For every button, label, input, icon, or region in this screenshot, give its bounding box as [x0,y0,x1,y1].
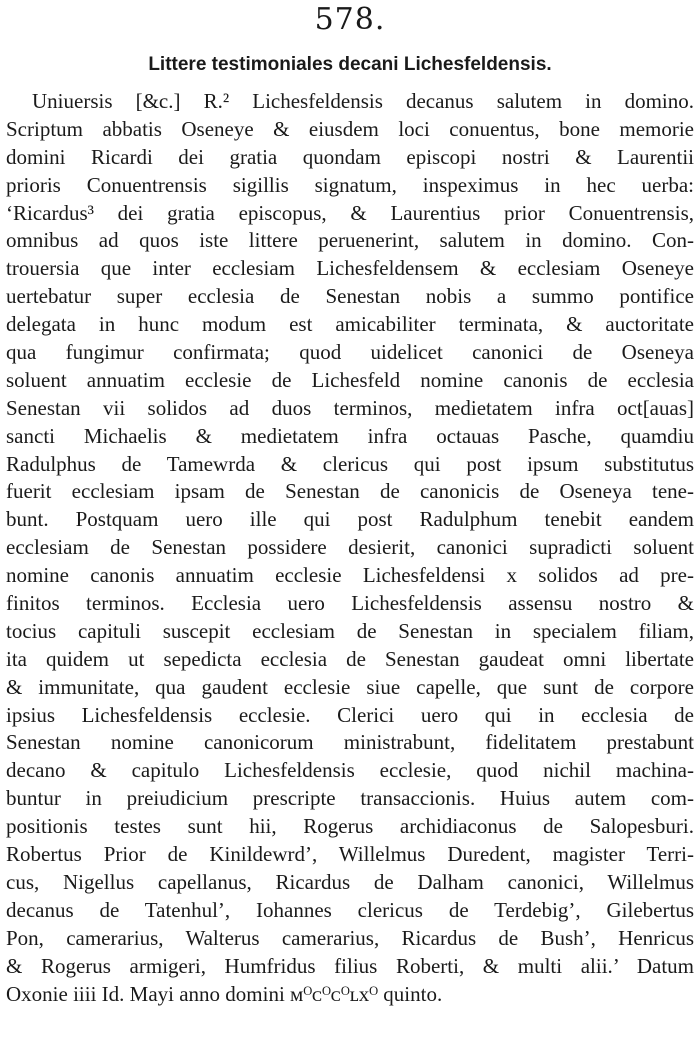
text-line: Scriptum abbatis Oseneye & eiusdem loci conuentus, bone memorie [6,116,694,141]
text-line: domini Ricardi dei gratia quondam episcopi nostri & Laurentii [6,144,694,169]
text-line: Senestan nomine canonicorum ministrabunt, fidelitatem prestabunt [6,730,694,755]
text-line: Radulphus de Tamewrda & clericus qui post ipsum substitutus [6,451,694,476]
document-heading: Littere testimoniales decani Lichesfeldensis. [148,54,552,75]
text-line: Robertus Prior de Kinildewrd’, Willelmus Duredent, magister Terri- [6,842,694,867]
text-line: omnibus ad quos iste littere peruenerint, salutem in domino. Con- [6,228,694,253]
text-line: fuerit ecclesiam ipsam de Senestan de canonicis de Oseneya tene- [6,479,694,504]
text-line: ecclesiam de Senestan possidere desierit, canonici supradicti soluent [6,535,694,560]
text-line: delegata in hunc modum est amicabiliter terminata, & auctoritate [6,312,694,337]
text-line: trouersia que inter ecclesiam Lichesfeldensem & ecclesiam Oseneye [6,256,694,281]
text-line: & Rogerus armigeri, Humfridus filius Roberti, & multi alii.’ Datum [6,953,694,978]
text-line: buntur in preiudicium prescripte transaccionis. Huius autem com- [6,786,694,811]
text-line: sancti Michaelis & medietatem infra octauas Pasche, quamdiu [6,423,694,448]
text-line: ‘Ricardus³ dei gratia episcopus, & Laurentius prior Conuentrensis, [6,200,694,225]
text-line: soluent annuatim ecclesie de Lichesfeld nomine canonis de ecclesia [6,367,694,392]
text-line: decanus de Tatenhul’, Iohannes clericus de Terdebig’, Gilebertus [6,897,694,922]
text-line: Uniuersis [&c.] R.² Lichesfeldensis decanus salutem in domino. [32,89,694,113]
text-line: bunt. Postquam uero ille qui post Radulphum tenebit eandem [6,507,694,532]
text-line: Pon, camerarius, Walterus camerarius, Ricardus de Bush’, Henricus [6,925,694,950]
document-body [6,88,694,1008]
text-line: prioris Conuentrensis sigillis signatum, inspeximus in hec uerba: [6,172,694,197]
text-line: ita quidem ut sepedicta ecclesia de Senestan gaudeat omni libertate [6,646,694,671]
text-line: nomine canonis annuatim ecclesie Lichesfeldensi x solidos ad pre- [6,563,694,588]
text-line: tocius capituli suscepit ecclesiam de Senestan in specialem filiam, [6,618,694,643]
text-line: Senestan vii solidos ad duos terminos, medietatem infra oct[auas] [6,395,694,420]
text-line: Oxonie iiii Id. Mayi anno domini ᴍᴼᴄᴼᴄᴼʟxᴼ quinto. [6,981,443,1006]
text-line: uertebatur super ecclesia de Senestan nobis a summo pontifice [6,284,694,309]
text-line: cus, Nigellus capellanus, Ricardus de Dalham canonici, Willelmus [6,869,694,894]
text-line: ipsius Lichesfeldensis ecclesie. Clerici uero qui in ecclesia de [6,702,694,727]
text-line: positionis testes sunt hii, Rogerus archidiaconus de Salopesburi. [6,814,694,839]
text-line: & immunitate, qua gaudent ecclesie siue capelle, que sunt de corpore [6,674,694,699]
text-line: finitos terminos. Ecclesia uero Lichesfeldensis assensu nostro & [6,591,694,616]
text-line: qua fungimur confirmata; quod uidelicet canonici de Oseneya [6,340,694,365]
text-line: decano & capitulo Lichesfeldensis ecclesie, quod nichil machina- [6,758,694,783]
page-number: 578. [314,2,386,37]
